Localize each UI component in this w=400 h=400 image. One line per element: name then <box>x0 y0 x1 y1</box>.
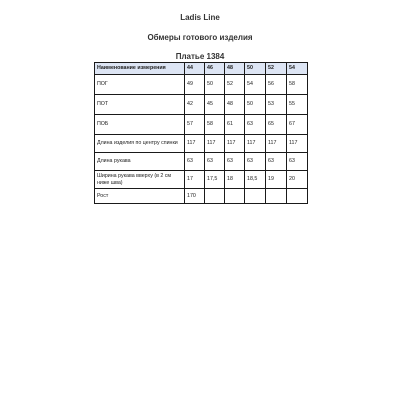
table-cell: 117 <box>185 135 205 153</box>
table-cell: 170 <box>185 189 205 204</box>
table-row <box>95 171 308 189</box>
table-cell: 117 <box>287 135 308 153</box>
table-cell: 20 <box>287 171 308 189</box>
table-cell: 53 <box>266 95 287 115</box>
table-cell: 52 <box>225 75 245 95</box>
row-label: Длина рукава <box>95 153 185 171</box>
row-label: Ширина рукава вверху (в 2 см ниже шва) <box>95 171 185 189</box>
table-cell: 54 <box>245 75 266 95</box>
column-header-size: 54 <box>287 63 308 75</box>
row-label: ПОБ <box>95 115 185 135</box>
table-row <box>95 75 308 95</box>
table-row <box>95 189 308 204</box>
column-header-size: 52 <box>266 63 287 75</box>
table-cell <box>287 189 308 204</box>
column-header-size: 46 <box>205 63 225 75</box>
table-cell <box>245 189 266 204</box>
table-cell: 48 <box>225 95 245 115</box>
table-row <box>95 95 308 115</box>
table-cell: 117 <box>225 135 245 153</box>
table-cell: 49 <box>185 75 205 95</box>
table-cell: 65 <box>266 115 287 135</box>
table-cell: 17 <box>185 171 205 189</box>
table-cell: 50 <box>245 95 266 115</box>
column-header-size: 44 <box>185 63 205 75</box>
table-cell: 117 <box>205 135 225 153</box>
table-cell: 18,5 <box>245 171 266 189</box>
row-label: ПОГ <box>95 75 185 95</box>
table-cell: 58 <box>205 115 225 135</box>
column-header-size: 48 <box>225 63 245 75</box>
table-row <box>95 115 308 135</box>
table-cell: 19 <box>266 171 287 189</box>
table-cell <box>225 189 245 204</box>
table-cell: 63 <box>287 153 308 171</box>
table-cell: 18 <box>225 171 245 189</box>
table-cell: 45 <box>205 95 225 115</box>
table-cell <box>205 189 225 204</box>
table-cell: 63 <box>245 115 266 135</box>
table-cell: 117 <box>245 135 266 153</box>
table-cell: 17,5 <box>205 171 225 189</box>
table-cell: 63 <box>185 153 205 171</box>
column-header-measurement: Наименование измерения <box>95 63 185 75</box>
table-row <box>95 153 308 171</box>
table-cell: 57 <box>185 115 205 135</box>
row-label: ПОТ <box>95 95 185 115</box>
table-cell: 67 <box>287 115 308 135</box>
table-cell: 50 <box>205 75 225 95</box>
table-cell: 117 <box>266 135 287 153</box>
table-cell: 56 <box>266 75 287 95</box>
row-label: Рост <box>95 189 185 204</box>
table-cell: 61 <box>225 115 245 135</box>
row-label: Длина изделия по центру спинки <box>95 135 185 153</box>
column-header-size: 50 <box>245 63 266 75</box>
table-header-row <box>95 63 308 75</box>
table-cell: 55 <box>287 95 308 115</box>
table-cell: 63 <box>205 153 225 171</box>
measurements-table <box>94 62 308 204</box>
table-cell <box>266 189 287 204</box>
document-title: Обмеры готового изделия <box>147 33 253 42</box>
table-row <box>95 135 308 153</box>
table-cell: 63 <box>225 153 245 171</box>
brand-name: Ladis Line <box>180 13 220 22</box>
table-cell: 63 <box>245 153 266 171</box>
table-cell: 63 <box>266 153 287 171</box>
table-cell: 42 <box>185 95 205 115</box>
table-cell: 58 <box>287 75 308 95</box>
product-title: Платье 1384 <box>175 52 225 61</box>
